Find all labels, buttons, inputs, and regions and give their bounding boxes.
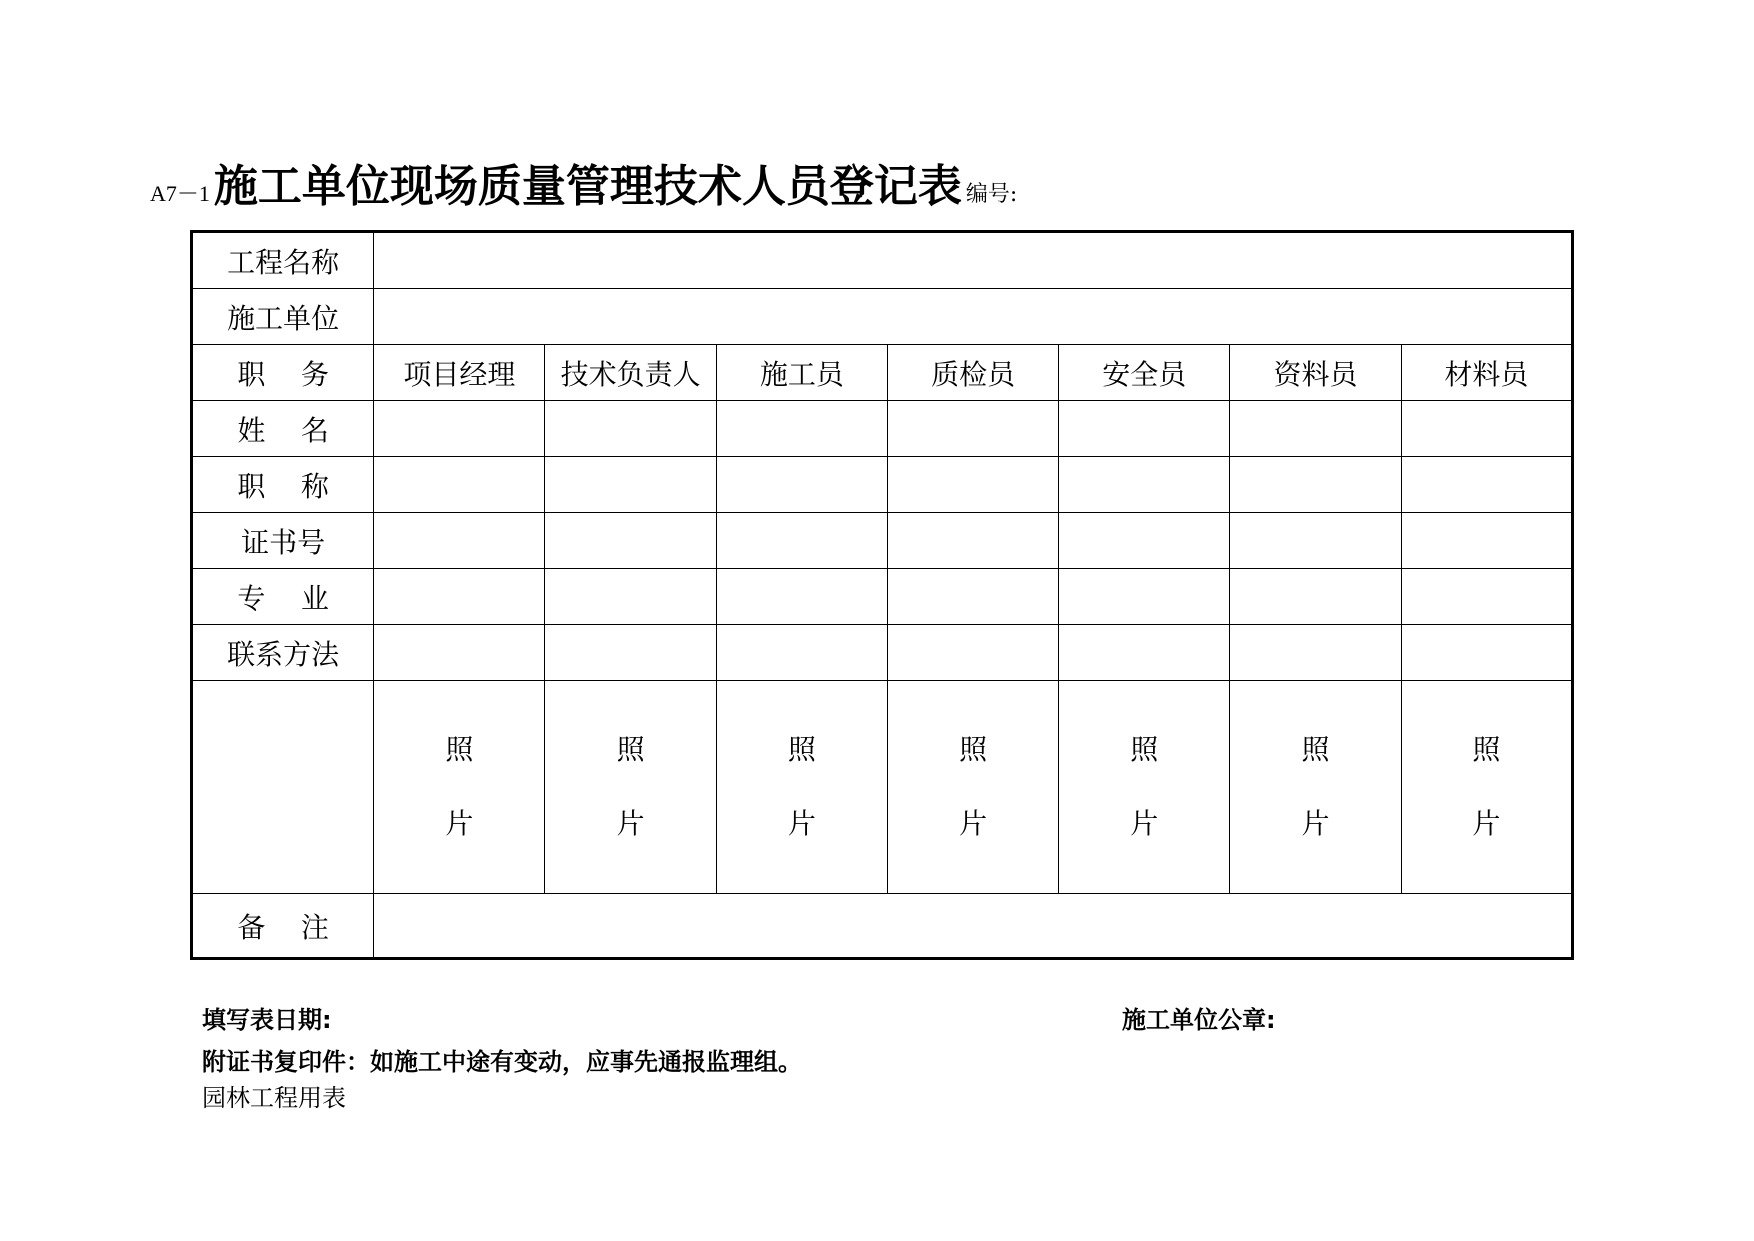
photo-slot[interactable] [1401, 681, 1572, 894]
row-certificate [192, 513, 1573, 569]
name-cell[interactable] [887, 401, 1058, 457]
photo-slot[interactable] [1059, 681, 1230, 894]
job-title-label: 职 称 [192, 457, 374, 513]
position-header-constructor: 施工员 [716, 345, 887, 401]
job-title-cell[interactable] [374, 457, 545, 513]
contact-cell[interactable] [374, 625, 545, 681]
photo-text-line1: 照 [445, 733, 474, 766]
certificate-cell[interactable] [1059, 513, 1230, 569]
photo-text-line2: 片 [445, 807, 474, 840]
specialty-cell[interactable] [1059, 569, 1230, 625]
row-name [192, 401, 1573, 457]
registration-form-table [190, 230, 1574, 960]
title-line [150, 150, 1017, 210]
project-name-label: 工程名称 [192, 232, 374, 289]
job-title-cell[interactable] [887, 457, 1058, 513]
contact-cell[interactable] [887, 625, 1058, 681]
photo-text-line2: 片 [959, 807, 988, 840]
photo-text-line1: 照 [1301, 733, 1330, 766]
position-header-technical-lead: 技术负责人 [545, 345, 716, 401]
form-code: A7－1 [150, 181, 210, 206]
row-title [192, 457, 1573, 513]
attachment-note: 附证书复印件：如施工中途有变动，应事先通报监理组。 [202, 1048, 802, 1076]
fill-date-label: 填写表日期: [202, 1006, 332, 1034]
row-construction-unit [192, 289, 1573, 345]
photo-text-line1: 照 [959, 733, 988, 766]
unit-seal-label: 施工单位公章: [1122, 1006, 1276, 1034]
photo-text-line2: 片 [616, 807, 645, 840]
name-cell[interactable] [1230, 401, 1401, 457]
contact-label: 联系方法 [192, 625, 374, 681]
certificate-cell[interactable] [887, 513, 1058, 569]
contact-cell[interactable] [1401, 625, 1572, 681]
position-header-quality-inspector: 质检员 [887, 345, 1058, 401]
specialty-label: 专 业 [192, 569, 374, 625]
specialty-cell[interactable] [545, 569, 716, 625]
photo-text-line1: 照 [1472, 733, 1501, 766]
photo-slot[interactable] [374, 681, 545, 894]
photo-text-line1: 照 [787, 733, 816, 766]
row-contact [192, 625, 1573, 681]
certificate-cell[interactable] [545, 513, 716, 569]
remarks-label: 备 注 [192, 894, 374, 959]
row-project-name [192, 232, 1573, 289]
name-cell[interactable] [716, 401, 887, 457]
remarks-field[interactable] [374, 894, 1573, 959]
photo-row-label [192, 681, 374, 894]
contact-cell[interactable] [545, 625, 716, 681]
form-number-label: 编号: [965, 182, 1018, 207]
row-photo [192, 681, 1573, 894]
job-title-cell[interactable] [1401, 457, 1572, 513]
photo-slot[interactable] [1230, 681, 1401, 894]
job-title-cell[interactable] [1059, 457, 1230, 513]
position-header-material-clerk: 材料员 [1401, 345, 1572, 401]
specialty-cell[interactable] [1401, 569, 1572, 625]
photo-text-line1: 照 [616, 733, 645, 766]
photo-text-line2: 片 [1472, 807, 1501, 840]
photo-text-line2: 片 [1130, 807, 1159, 840]
contact-cell[interactable] [716, 625, 887, 681]
specialty-cell[interactable] [374, 569, 545, 625]
page-title: 施工单位现场质量管理技术人员登记表 [213, 161, 962, 212]
certificate-cell[interactable] [374, 513, 545, 569]
job-title-cell[interactable] [545, 457, 716, 513]
photo-text-line2: 片 [787, 807, 816, 840]
job-title-cell[interactable] [716, 457, 887, 513]
name-cell[interactable] [374, 401, 545, 457]
construction-unit-field[interactable] [374, 289, 1573, 345]
name-label: 姓 名 [192, 401, 374, 457]
photo-text-line1: 照 [1130, 733, 1159, 766]
photo-slot[interactable] [887, 681, 1058, 894]
photo-text-line2: 片 [1301, 807, 1330, 840]
specialty-cell[interactable] [1230, 569, 1401, 625]
photo-slot[interactable] [545, 681, 716, 894]
job-title-cell[interactable] [1230, 457, 1401, 513]
specialty-cell[interactable] [716, 569, 887, 625]
name-cell[interactable] [545, 401, 716, 457]
certificate-cell[interactable] [1230, 513, 1401, 569]
project-name-field[interactable] [374, 232, 1573, 289]
usage-note: 园林工程用表 [202, 1084, 346, 1112]
contact-cell[interactable] [1059, 625, 1230, 681]
name-cell[interactable] [1059, 401, 1230, 457]
certificate-cell[interactable] [716, 513, 887, 569]
contact-cell[interactable] [1230, 625, 1401, 681]
row-position [192, 345, 1573, 401]
certificate-cell[interactable] [1401, 513, 1572, 569]
position-header-safety-officer: 安全员 [1059, 345, 1230, 401]
position-header-document-clerk: 资料员 [1230, 345, 1401, 401]
certificate-label: 证书号 [192, 513, 374, 569]
name-cell[interactable] [1401, 401, 1572, 457]
row-specialty [192, 569, 1573, 625]
position-header-project-manager: 项目经理 [374, 345, 545, 401]
construction-unit-label: 施工单位 [192, 289, 374, 345]
position-label: 职 务 [192, 345, 374, 401]
specialty-cell[interactable] [887, 569, 1058, 625]
photo-slot[interactable] [716, 681, 887, 894]
row-remarks [192, 894, 1573, 959]
